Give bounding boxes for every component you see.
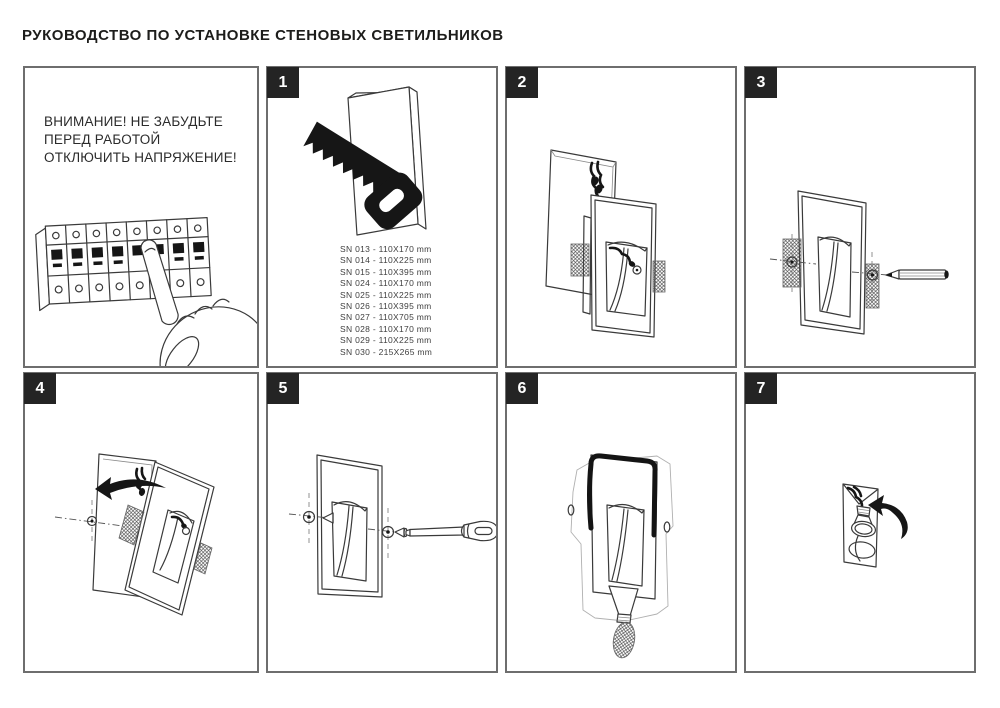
warning-panel xyxy=(23,66,259,368)
circuit-breakers-with-pointing-finger-icon xyxy=(25,196,257,366)
step-number-badge: 5 xyxy=(267,373,299,404)
step-number-badge: 4 xyxy=(24,373,56,404)
step-number-badge: 7 xyxy=(745,373,777,404)
step-panel-4 xyxy=(23,372,259,673)
step-panel-3 xyxy=(744,66,976,368)
connect-wires-insert-fixture-icon xyxy=(507,68,735,366)
fixture-size-list: SN 013 - 110X170 mm SN 014 - 110X225 mm SN 015 - 110X395 mm SN 024 - 110X170 mm SN 025 - 110X225 mm SN 026 - 110X395 mm SN 027 - 110X705 mm SN 028 - 110X170 mm SN 029 - 110X225 mm SN 030 - 215X265 mm xyxy=(340,244,433,357)
step-number-badge: 3 xyxy=(745,67,777,98)
fasten-screws-screwdriver-icon xyxy=(268,374,496,671)
step-panel-5 xyxy=(266,372,498,673)
step-number-badge: 1 xyxy=(267,67,299,98)
warning-text: ВНИМАНИЕ! НЕ ЗАБУДЬТЕ ПЕРЕД РАБОТОЙ ОТКЛЮЧИТЬ НАПРЯЖЕНИЕ! xyxy=(44,114,237,165)
step-panel-2 xyxy=(505,66,737,368)
tilt-fixture-into-opening-icon xyxy=(25,374,257,671)
step-panel-7 xyxy=(744,372,976,673)
step-panel-1 xyxy=(266,66,498,368)
mark-holes-with-pencil-icon xyxy=(746,68,974,366)
steps-grid xyxy=(23,66,976,673)
step-panel-6 xyxy=(505,372,737,673)
step-number-badge: 2 xyxy=(506,67,538,98)
install-lamp-bulb-icon xyxy=(746,374,974,671)
apply-putty-seal-edges-icon xyxy=(507,374,735,671)
page-title: РУКОВОДСТВО ПО УСТАНОВКЕ СТЕНОВЫХ СВЕТИЛЬНИКОВ xyxy=(22,27,504,44)
step-number-badge: 6 xyxy=(506,373,538,404)
